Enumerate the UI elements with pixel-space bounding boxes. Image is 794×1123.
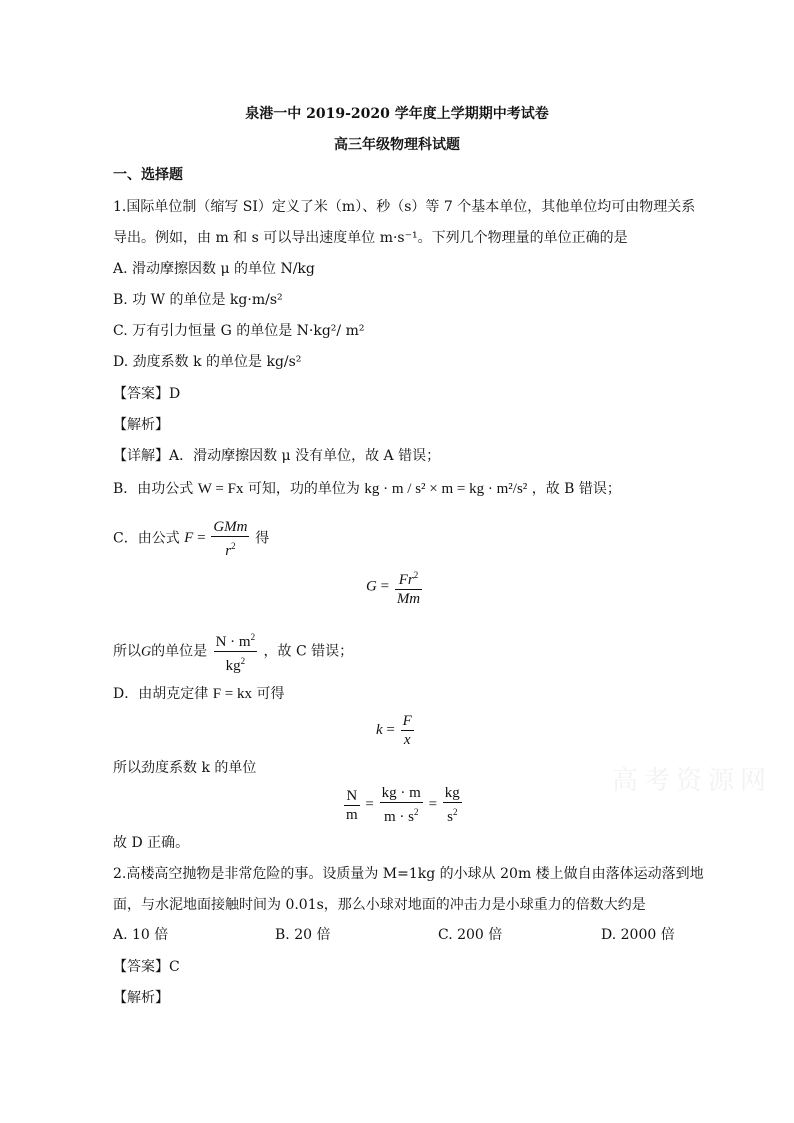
hooke-formula: F = kx	[212, 686, 252, 702]
q1-option-b: B. 功 W 的单位是 kg·m/s²	[113, 292, 283, 308]
b-line-prefix: B．由功公式	[113, 481, 194, 497]
section-heading: 一、选择题	[113, 167, 183, 183]
watermark: 高考资源网	[612, 766, 773, 796]
g-derived-formula: G = $\frac{Fr^2}{Mm}$	[366, 566, 424, 608]
gravitation-formula: F = $\frac{\text{GMm}}{r^2}$	[184, 519, 248, 559]
b-line-suffix: ，故 B 错误；	[531, 481, 621, 497]
q1-stem-line2: 导出。例如，由 m 和 s 可以导出速度单位 m·s⁻¹。下列几个物理量的单位正确的是	[113, 230, 628, 246]
q2-option-b: B. 20 倍	[275, 927, 331, 943]
q1-stem-line1: 1.国际单位制（缩写 SI）定义了米（m）、秒（s）等 7 个基本单位，其他单位均可由物理关系	[113, 199, 696, 215]
q1-analysis-heading: 【解析】	[113, 417, 169, 433]
d-line-prefix: D．由胡克定律	[113, 686, 209, 702]
q2-stem-line1: 2.高楼高空抛物是非常危险的事。设质量为 M=1kg 的小球从 20m 楼上做自由落体运动落到地	[113, 866, 704, 882]
q1-conclusion: 故 D 正确。	[113, 835, 190, 851]
q1-detail-d	[113, 684, 284, 704]
q1-g-unit-line: 所以G的单位是 $\frac{N \cdot m^2}{kg^2}$ ，故 C 错误；	[113, 628, 353, 675]
exam-title: 泉港一中 2019-2020 学年度上学期期中考试卷	[245, 106, 549, 122]
q2-answer: 【答案】C	[113, 959, 180, 975]
c-line-prefix: C．由公式	[113, 530, 180, 547]
exam-subtitle: 高三年级物理科试题	[334, 137, 460, 153]
q1-option-d: D. 劲度系数 k 的单位是 kg/s²	[113, 354, 302, 370]
b-line-middle: 可知，功的单位为	[247, 481, 360, 497]
g-so-suffix: ，故 C 错误；	[263, 643, 354, 660]
work-formula: W = Fx	[197, 481, 244, 497]
q1-k-unit-line: 所以劲度系数 k 的单位	[113, 760, 257, 776]
d-line-suffix: 可得	[256, 686, 285, 702]
k-unit-derivation: $\frac{N}{m}$ = $\frac{kg \cdot m}{m \cdot s^2}$ = $\frac{kg}{s^2}$	[346, 785, 460, 825]
k-derived-formula: k = $\frac{F}{x}$	[376, 713, 412, 749]
q2-stem-line2: 面，与水泥地面接触时间为 0.01s，那么小球对地面的冲击力是小球重力的倍数大约是	[113, 897, 646, 913]
c-line-suffix: 得	[255, 530, 270, 547]
q2-analysis-heading: 【解析】	[113, 990, 169, 1006]
q1-option-a: A. 滑动摩擦因数 μ 的单位 N/kg	[113, 261, 315, 277]
q2-option-d: D. 2000 倍	[601, 927, 675, 943]
q1-detail-a: 【详解】A．滑动摩擦因数 μ 没有单位，故 A 错误；	[113, 448, 441, 464]
work-unit-expression: kg · m / s² × m = kg · m²/s²	[364, 481, 528, 497]
g-so-prefix: 所以	[113, 643, 141, 660]
q2-option-a: A. 10 倍	[113, 927, 169, 943]
g-unit-fraction: $\frac{N \cdot m^2}{kg^2}$	[214, 628, 258, 675]
q1-option-c: C. 万有引力恒量 G 的单位是 N·kg²/ m²	[113, 323, 365, 339]
q1-detail-c	[113, 518, 269, 560]
q1-answer: 【答案】D	[113, 386, 181, 402]
q1-detail-b	[113, 479, 621, 499]
g-so-middle: 的单位是	[151, 643, 208, 660]
q2-option-c: C. 200 倍	[438, 927, 503, 943]
